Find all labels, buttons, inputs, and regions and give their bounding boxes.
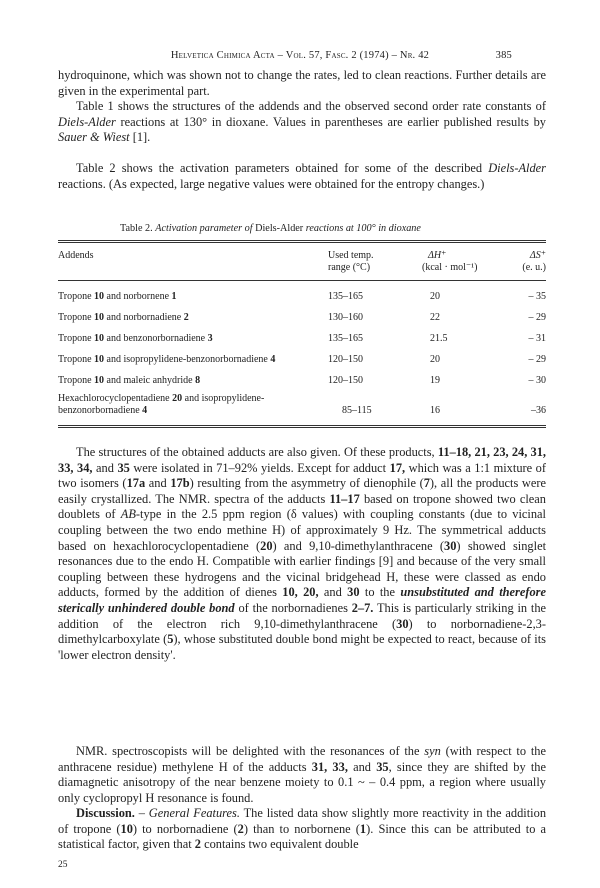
- p4-segment: 30: [444, 538, 457, 553]
- paragraph-4: [58, 445, 546, 663]
- header-ds-line2: (e. u.): [522, 262, 546, 273]
- p4-segment: ), all the products were easily crystallized. The NMR. spectra of the adducts: [58, 476, 547, 506]
- p6-segment: 2: [194, 837, 201, 852]
- p5-segment: (with respect to the anthracene residue) methylene H of the adducts: [58, 744, 546, 774]
- p4-segment: 20: [260, 538, 273, 553]
- p4-segment: This is particularly striking in the addition of the electron rich 9,10-dimethylanthracene (: [58, 600, 547, 631]
- p4-segment: 10, 20,: [282, 585, 319, 600]
- p4-segment: ) and 9,10-dimethylanthracene (: [272, 538, 445, 553]
- p4-segment: 30: [347, 585, 360, 600]
- addend-part: Tropone: [58, 333, 95, 344]
- p4-segment: were isolated in 71–92% yields. Except for adduct: [129, 460, 390, 475]
- paragraph-3: [58, 161, 546, 192]
- addend-part: and maleic anhydride: [104, 375, 196, 386]
- addend-part: 3: [207, 333, 213, 344]
- p6-segment: contains two equivalent double: [201, 837, 359, 852]
- p4-segment: -type in the 2.5 ppm region (δ values) with coupling constants (due to vicinal coupling between the two endo methine H) of approximately 9 Hz. The symmetrical adducts based on hexachlorocyclopentadiene (: [58, 507, 546, 553]
- p4-segment: and: [145, 476, 171, 491]
- paragraph-1-text: hydroquinone, which was shown not to change the rates, led to clean reactions. Further details are given in the experimental part.: [58, 68, 546, 98]
- table-cell-temp: 130–160: [328, 312, 363, 323]
- table-header-rule: [58, 280, 546, 281]
- addend-part: 4: [270, 354, 276, 365]
- p4-segment: 17,: [389, 460, 406, 475]
- last-row-line1-a: Hexachlorocyclopentadiene: [58, 393, 173, 404]
- last-row-temp: 85–115: [342, 405, 372, 416]
- addend-part: 10: [94, 354, 105, 365]
- table-cell-temp: 120–150: [328, 375, 363, 386]
- table-row-addends: [58, 333, 213, 345]
- table-bottom-rule: [58, 425, 546, 428]
- last-row-line1-b: 20: [172, 393, 183, 404]
- p4-segment: 35: [117, 460, 130, 475]
- p4-segment: of the norbornadienes: [234, 600, 352, 615]
- p2-diels-alder: Diels-Alder: [58, 114, 116, 129]
- p6-segment: 2: [237, 821, 244, 836]
- header-dh-line2: (kcal · mol⁻¹): [422, 262, 478, 273]
- p4-segment: ) showed singlet resonances due to the endo H. Compatible with earlier findings [9] and because of the very small coupling between these hydrogens and the vicinal bridgehead H, these were classed as endo adducts, formed by the addition of dienes: [58, 538, 547, 600]
- p5-segment: 35: [376, 759, 389, 774]
- table-cell-dh: 20: [430, 291, 440, 302]
- table-row-addends: [58, 291, 177, 303]
- table-cell-ds: – 29: [528, 312, 546, 323]
- table-caption: [120, 223, 421, 234]
- table-row-addends: [58, 312, 189, 324]
- addend-part: Tropone: [58, 291, 95, 302]
- p5-segment: 31, 33,: [311, 759, 348, 774]
- last-row-ds: –36: [531, 405, 546, 416]
- p2-authors: Sauer & Wiest: [58, 130, 130, 145]
- table-cell-dh: 22: [430, 312, 440, 323]
- addend-part: Tropone: [58, 375, 95, 386]
- p4-segment: ), whose substituted double bond might be expected to react, because of its 'lower electron density'.: [58, 632, 546, 662]
- header-temp-line1: Used temp.: [328, 250, 374, 261]
- p4-segment: ) to norbornadiene-2,3-dimethylcarboxylate (: [58, 616, 546, 647]
- p5-segment: , since they are shifted by the diamagnetic anisotropy of the near benzene moiety to 0.1 ~ – 0.4 ppm, a region where usually only cyclopropyl H resonance is found.: [58, 759, 546, 805]
- table-cell-dh: 21.5: [430, 333, 448, 344]
- p6-segment: Discussion.: [76, 806, 135, 820]
- signature-mark: 25: [58, 860, 68, 870]
- p6-segment: ). Since this can be attributed to a statistical factor, given that: [58, 821, 546, 852]
- addend-part: 10: [94, 312, 105, 323]
- p6-segment: 1: [359, 821, 367, 836]
- table-row-addends: [58, 354, 275, 366]
- addend-part: and isopropylidene-benzonorbornadiene: [104, 354, 271, 365]
- journal-title: Helvetica Chimica Acta – Vol. 57, Fasc. 2 (1974) – Nr. 42: [170, 50, 430, 61]
- table-cell-ds: – 31: [528, 333, 546, 344]
- addend-part: and norbornadiene: [104, 312, 184, 323]
- p6-segment: ) than to norbornene (: [243, 821, 360, 836]
- p6-segment: –: [134, 806, 149, 820]
- p4-segment: AB: [120, 507, 136, 522]
- addend-part: 8: [195, 375, 201, 386]
- paragraph-5: [58, 744, 546, 806]
- p5-segment: syn: [424, 744, 441, 758]
- page-number: 385: [495, 50, 512, 61]
- table-cell-dh: 19: [430, 375, 440, 386]
- p2-text-c: reactions at 130° in dioxane. Values in parentheses are earlier published results by: [115, 114, 546, 129]
- table-cell-temp: 135–165: [328, 333, 363, 344]
- header-addends: Addends: [58, 250, 94, 261]
- paragraph-6-text: [58, 806, 546, 853]
- addend-part: and norbornene: [104, 291, 172, 302]
- p4-segment: and: [92, 460, 118, 475]
- header-dh: [422, 250, 477, 274]
- paragraph-2: [58, 99, 546, 146]
- header-ds: [522, 250, 546, 274]
- p3-text-c: reactions. (As expected, large negative values were obtained for the entropy changes.): [58, 176, 485, 191]
- p2-text-a: Table 1 shows the structures of the addends and the observed second order rate constants of: [76, 99, 546, 113]
- running-header: [88, 50, 512, 61]
- p4-segment: 2–7.: [351, 600, 374, 615]
- p5-segment: NMR. spectroscopists will be delighted with the resonances of the: [76, 744, 425, 758]
- table-cell-ds: – 29: [528, 354, 546, 365]
- header-ds-line1: ΔS⁺: [529, 250, 546, 261]
- addend-part: 10: [94, 291, 105, 302]
- paragraph-1: [58, 68, 546, 99]
- p4-segment: 17b: [170, 476, 190, 491]
- p4-segment: 5: [167, 632, 174, 647]
- p4-segment: 17a: [126, 476, 146, 491]
- p6-segment: 10: [120, 821, 133, 836]
- p4-segment: 30: [396, 616, 409, 631]
- p3-text-a: Table 2 shows the activation parameters obtained for some of the described: [76, 161, 489, 175]
- paragraph-6: [58, 806, 546, 853]
- p6-segment: General Features.: [148, 806, 240, 820]
- header-temp: [328, 250, 374, 274]
- p4-segment: to the: [359, 585, 401, 600]
- p4-segment: 11–18, 21, 23, 24, 31, 33, 34,: [58, 445, 547, 475]
- paragraph-5-text: [58, 744, 546, 806]
- addend-part: Tropone: [58, 312, 95, 323]
- addend-part: 10: [94, 333, 105, 344]
- caption-number: Table 2.: [120, 223, 156, 234]
- p4-segment: and: [318, 585, 348, 600]
- table-cell-ds: – 35: [528, 291, 546, 302]
- table-cell-temp: 135–165: [328, 291, 363, 302]
- caption-part-c: reactions at 100° in dioxane: [305, 223, 421, 234]
- p4-segment: ) resulting from the asymmetry of dienophile (: [189, 476, 424, 491]
- caption-part-a: Activation parameter of: [155, 223, 253, 234]
- header-dh-line1: ΔH⁺: [428, 250, 447, 261]
- last-row-line2-b: 4: [142, 405, 148, 416]
- addend-part: 1: [171, 291, 177, 302]
- last-row-line2-a: benzonorbornadiene: [58, 405, 143, 416]
- p6-segment: The listed data show slightly more reactivity in the addition of tropone (: [58, 806, 547, 836]
- table-row-addends: [58, 375, 200, 387]
- caption-part-b: Diels-Alder: [252, 223, 306, 234]
- table-cell-temp: 120–150: [328, 354, 363, 365]
- addend-part: Tropone: [58, 354, 95, 365]
- header-temp-line2: range (°C): [328, 262, 371, 273]
- table-top-rule: [58, 240, 546, 243]
- p6-segment: ) to norbornadiene (: [132, 821, 238, 836]
- paragraph-4-text: [58, 445, 546, 663]
- p3-diels-alder: Diels-Alder: [488, 161, 546, 175]
- last-row-line1-c: and isopropylidene-: [182, 393, 265, 404]
- p4-segment: 11–17: [329, 491, 360, 506]
- p4-segment: unsubstituted and therefore sterically unhindered double bond: [58, 585, 546, 615]
- last-row-dh: 16: [430, 405, 440, 416]
- addend-part: 2: [183, 312, 189, 323]
- table-row-hexachloro-addends: [58, 393, 264, 417]
- p5-segment: and: [347, 759, 377, 774]
- p2-ref: [1].: [129, 130, 151, 145]
- p4-segment: The structures of the obtained adducts are also given. Of these products,: [76, 445, 438, 459]
- addend-part: 10: [94, 375, 105, 386]
- table-cell-ds: – 30: [528, 375, 546, 386]
- p4-segment: which was a 1:1 mixture of two isomers (: [58, 460, 546, 491]
- p4-segment: 7: [423, 476, 430, 491]
- addend-part: and benzonorbornadiene: [104, 333, 208, 344]
- p4-segment: based on tropone showed two clean doublets of: [58, 491, 546, 522]
- table-cell-dh: 20: [430, 354, 440, 365]
